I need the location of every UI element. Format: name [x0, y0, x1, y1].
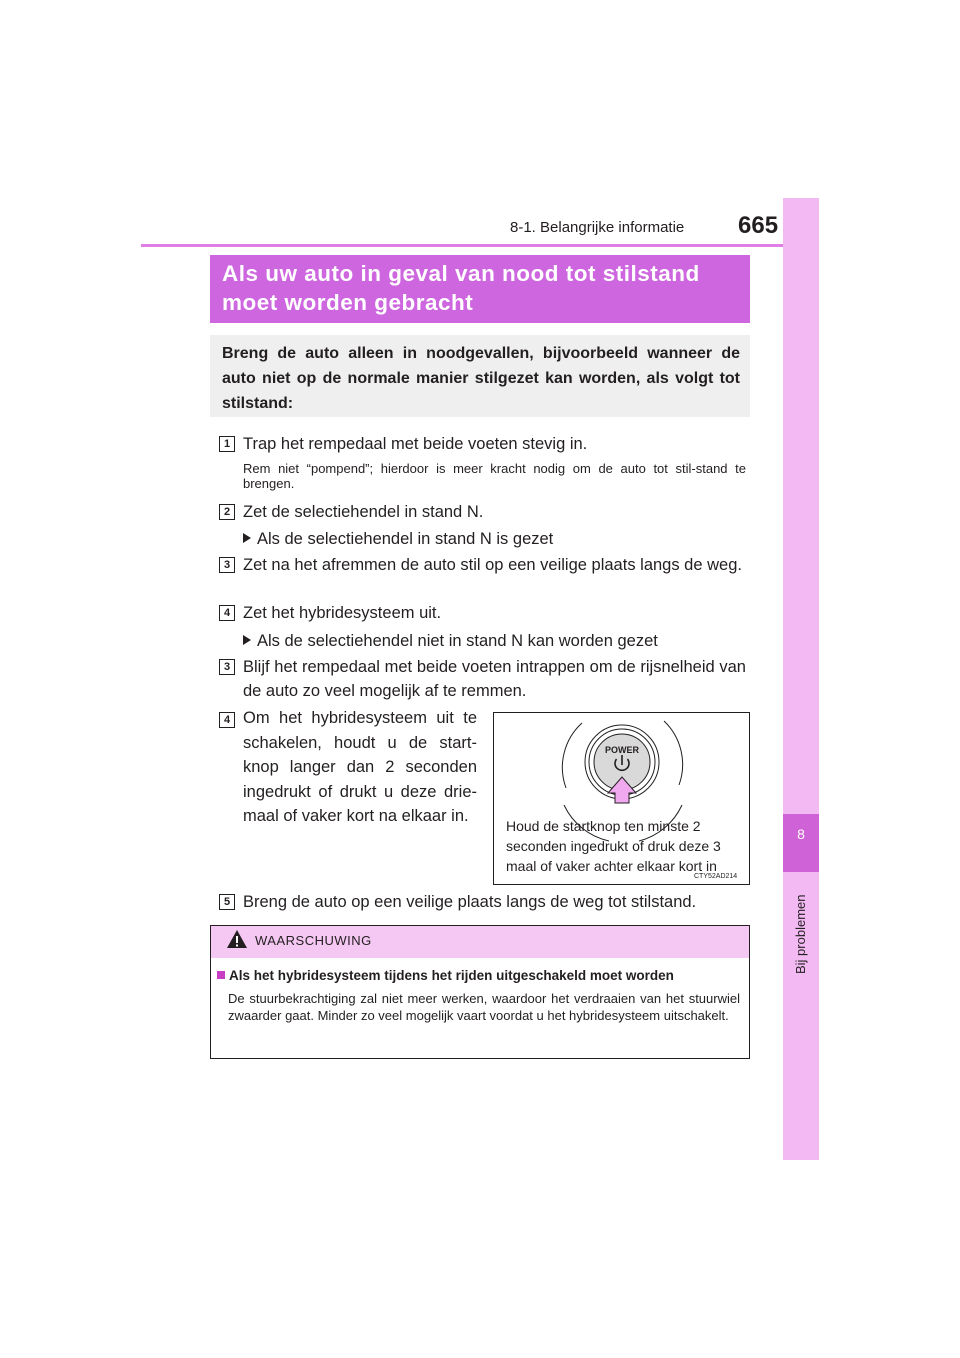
warning-heading — [217, 968, 674, 983]
step-badge: 5 — [219, 894, 235, 910]
triangle-bullet-icon — [243, 533, 251, 543]
step-badge: 3 — [219, 557, 235, 573]
triangle-bullet-icon — [243, 635, 251, 645]
page-number: 665 — [738, 212, 779, 239]
chapter-heading: 8-1. Belangrijke informatie — [510, 219, 685, 236]
chapter-title-label: Bij problemen — [793, 894, 808, 974]
step-badge: 1 — [219, 436, 235, 452]
intro-text: Breng de auto alleen in noodgevallen, bijvoorbeeld wanneer de auto niet op de normale manier stilgezet kan worden, als volgt tot stilstand: — [222, 345, 740, 412]
chapter-side-tab — [783, 198, 819, 1160]
chapter-title-vertical — [782, 880, 820, 1000]
condition-text: Als de selectiehendel in stand N is gezet — [257, 530, 554, 548]
figure-code: CTY52AD214 — [694, 873, 738, 880]
step-text: Blijf het rempedaal met beide voeten intrappen om de rijsnelheid van de auto zo veel mogelijk af te remmen. — [243, 658, 746, 700]
square-bullet-icon — [217, 971, 225, 979]
warning-icon — [226, 929, 248, 949]
chapter-number-box — [783, 814, 819, 872]
warning-heading-text: Als het hybridesysteem tijdens het rijden uitgeschakeld moet worden — [229, 968, 674, 983]
step-badge: 3 — [219, 659, 235, 675]
step-text: Trap het rempedaal met beide voeten stevig in. — [243, 435, 588, 453]
power-label: POWER — [604, 745, 640, 755]
condition-text: Als de selectiehendel niet in stand N kan worden gezet — [257, 632, 658, 650]
step-text: Zet na het afremmen de auto stil op een veilige plaats langs de weg. — [243, 556, 742, 574]
step-text: Zet het hybridesysteem uit. — [243, 604, 442, 622]
section-title: Als uw auto in geval van nood tot stilstand moet worden gebracht — [222, 261, 700, 315]
step-badge: 4 — [219, 605, 235, 621]
warning-body: De stuurbekrachtiging zal niet meer werken, waardoor het verdraaien van het stuurwiel zwaarder gaat. Minder zo veel mogelijk vaart voordat u het hybridesysteem uitschakelt. — [228, 991, 740, 1023]
step-note: Rem niet “pompend”; hierdoor is meer kracht nodig om de auto tot stil-stand te brengen. — [243, 461, 746, 491]
step-badge: 4 — [219, 712, 235, 728]
step-badge: 2 — [219, 504, 235, 520]
condition-item — [243, 527, 553, 551]
condition-item — [243, 629, 658, 653]
figure-caption: Houd de startknop ten minste 2 seconden ingedrukt of druk deze 3 maal of vaker achter elkaar kort in — [506, 818, 721, 874]
warning-title: WAARSCHUWING — [255, 933, 372, 948]
step-text: Breng de auto op een veilige plaats langs de weg tot stilstand. — [243, 893, 697, 911]
step-text: Zet de selectiehendel in stand N. — [243, 503, 484, 521]
header-divider — [141, 244, 819, 247]
chapter-number: 8 — [797, 826, 805, 842]
step-text: Om het hybridesysteem uit te schakelen, houdt u de start-knop langer dan 2 seconden ingedrukt of drukt u deze drie-maal of vaker kort na elkaar in. — [243, 709, 477, 825]
